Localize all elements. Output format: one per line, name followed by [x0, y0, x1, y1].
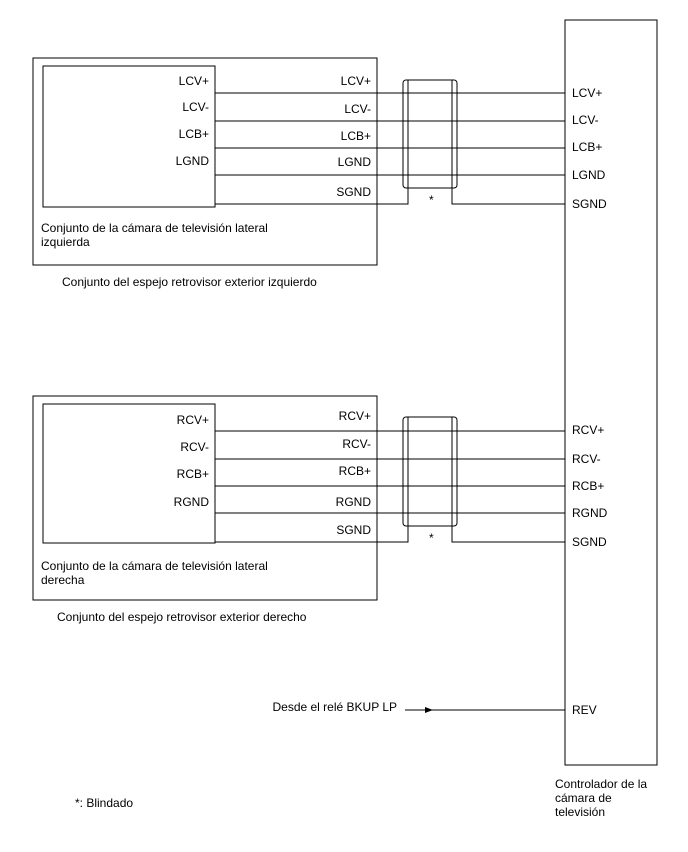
- right-shield-mark: *: [429, 531, 434, 545]
- left-shield-mark: *: [429, 193, 434, 207]
- right-wire-label-3: RCB+: [338, 464, 371, 478]
- controller-label-1: Controlador de la: [555, 777, 648, 791]
- left-wire-label-1: LCV+: [340, 74, 371, 88]
- right-wire-label-4: RGND: [335, 495, 371, 509]
- ctrl-pin-sgnd-right: SGND: [572, 535, 607, 549]
- right-inner-pin-1: RCV+: [176, 413, 209, 427]
- right-camera-label-1: Conjunto de la cámara de televisión lateral: [41, 559, 268, 573]
- left-wire-label-3: LCB+: [340, 129, 371, 143]
- left-inner-pin-4: LGND: [175, 154, 209, 168]
- left-shield: [403, 80, 457, 188]
- left-camera-label-2: izquierda: [41, 235, 90, 249]
- left-wire-sgnd: [215, 188, 408, 204]
- right-wire-label-5: SGND: [336, 523, 371, 537]
- left-inner-pin-3: LCB+: [178, 127, 209, 141]
- left-wire-label-2: LCV-: [344, 102, 371, 116]
- ctrl-pin-lcv-minus: LCV-: [572, 113, 599, 127]
- right-camera-label-2: derecha: [41, 573, 85, 587]
- left-mirror-assembly: [33, 58, 565, 289]
- left-wire-sgnd-ctrl: [452, 188, 565, 204]
- left-inner-pin-2: LCV-: [182, 100, 209, 114]
- right-mirror-assembly: [33, 396, 565, 624]
- right-inner-pin-2: RCV-: [180, 440, 209, 454]
- right-wire-sgnd-ctrl: [452, 526, 565, 542]
- right-wire-label-2: RCV-: [342, 437, 371, 451]
- right-shield: [403, 417, 457, 526]
- right-wire-sgnd: [215, 526, 408, 542]
- controller-label-2: cámara de: [555, 791, 612, 805]
- rev-source-label: Desde el relé BKUP LP: [272, 700, 397, 714]
- left-shield-inner: [408, 80, 452, 188]
- right-inner-pin-3: RCB+: [176, 467, 209, 481]
- ctrl-pin-sgnd-left: SGND: [572, 197, 607, 211]
- right-wire-label-1: RCV+: [338, 409, 371, 423]
- right-shield-inner: [408, 417, 452, 526]
- left-wire-label-4: LGND: [337, 155, 371, 169]
- ctrl-pin-rcb-plus: RCB+: [572, 479, 605, 493]
- controller-box: [565, 20, 657, 765]
- ctrl-pin-rcv-minus: RCV-: [572, 452, 601, 466]
- ctrl-pin-lcv-plus: LCV+: [572, 86, 603, 100]
- left-wire-label-5: SGND: [336, 185, 371, 199]
- left-camera-label-1: Conjunto de la cámara de televisión lateral: [41, 221, 268, 235]
- right-mirror-label: Conjunto del espejo retrovisor exterior derecho: [57, 610, 307, 624]
- left-mirror-label: Conjunto del espejo retrovisor exterior izquierdo: [62, 275, 317, 289]
- ctrl-pin-rcv-plus: RCV+: [572, 423, 605, 437]
- footnote: *: Blindado: [75, 796, 134, 810]
- ctrl-pin-lcb-plus: LCB+: [572, 140, 603, 154]
- ctrl-pin-rgnd: RGND: [572, 506, 608, 520]
- right-inner-pin-4: RGND: [173, 495, 209, 509]
- left-inner-pin-1: LCV+: [178, 74, 209, 88]
- controller-label-3: televisión: [555, 805, 606, 819]
- ctrl-pin-rev: REV: [572, 703, 597, 717]
- ctrl-pin-lgnd: LGND: [572, 168, 606, 182]
